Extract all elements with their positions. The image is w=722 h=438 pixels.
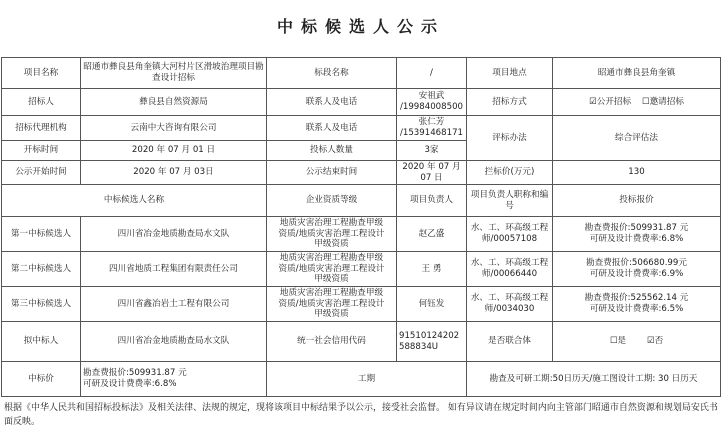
eval-method: 综合评估法 [553,116,721,161]
consortium-options [553,322,721,362]
period-label: 工期 [267,362,467,397]
pub-start: 2020 年 07 月 03日 [81,161,267,185]
win-price-label: 中标价 [2,362,81,397]
location-label: 项目地点 [467,58,553,89]
qualification-line: 甲级资质 [314,309,349,320]
location: 昭通市彝良县角奎镇 [553,58,721,89]
header-qualification: 企业资质等级 [267,185,397,217]
candidate-manager: 何钰发 [397,287,467,322]
candidate-manager: 王 勇 [397,252,467,287]
candidate-qualification [267,252,397,287]
table-row [2,89,721,116]
qualification-line: 地质灾害治理工程勘查甲级 [279,252,384,263]
tenderer-contact-name: 安祖武 [418,91,445,102]
method-label: 招标方式 [467,89,553,116]
credit-code: 91510124202588834U [397,322,467,362]
title-line: 水、工、环高级工程 [470,293,549,304]
eval-label: 评标办法 [467,116,553,161]
table-row [2,58,721,89]
control-price-label: 拦标价(万元) [467,161,553,185]
project-name: 昭通市彝良县角奎镇大河村片区滑坡治理项目勘查设计招标 [81,58,267,89]
candidate-manager-title [467,217,553,252]
candidate-manager-title [467,252,553,287]
footnote: 根据《中华人民共和国招标投标法》及相关法律、法规的规定，现将该项目中标结果予以公示，接受社会监督。 如有异议请在规定时间内向主管部门昭通市自然资源和规划局安氏书面反映。 [4,403,718,427]
method-invite-checkbox: ☐邀请招标 [641,96,684,107]
method-options [553,89,721,116]
agency-label: 招标代理机构 [2,116,81,141]
table-row [2,161,721,185]
tenderer-contact [397,89,467,116]
notice-table [1,57,721,397]
win-design-fee-rate: 可研及设计费费率:6.8% [83,379,177,389]
section-name: / [397,58,467,89]
agency-contact-phone: /15391468171 [399,128,464,138]
open-time: 2020 年 07 月 01 日 [81,141,267,161]
header-candidate-name: 中标候选人名称 [2,185,267,217]
bidders-label: 投标人数量 [267,141,397,161]
header-manager: 项目负责人 [397,185,467,217]
project-name-label: 项目名称 [2,58,81,89]
agency-contact-label: 联系人及电话 [267,116,397,141]
winner-name: 四川省冶金地质勘查局水文队 [81,322,267,362]
qualification-line: 资质/地质灾害治理工程设计 [278,263,385,274]
consortium-no-checkbox: ☑否 [646,336,664,347]
pub-start-label: 公示开始时间 [2,161,81,185]
qualification-line: 地质灾害治理工程勘查甲级 [279,287,384,298]
title-line: 水、工、环高级工程 [470,258,549,269]
title-number: 师/0034030 [484,304,535,314]
win-survey-fee: 勘查费报价:509931.87 元 [83,368,187,379]
agency: 云南中大咨询有限公司 [81,116,267,141]
method-open-checkbox: ☑公开招标 [589,96,632,107]
table-header-row [2,185,721,217]
pub-end: 2020 年 07 月 07 日 [397,161,467,185]
candidate-rank: 第三中标候选人 [2,287,81,322]
qualification-line: 资质/地质灾害治理工程设计 [278,298,385,309]
section-name-label: 标段名称 [267,58,397,89]
table-row [2,116,721,141]
win-price [81,362,267,397]
design-fee-rate: 可研及设计费费率:6.5% [589,304,684,314]
tenderer-label: 招标人 [2,89,81,116]
agency-contact-name: 张仁芳 [418,117,445,128]
candidate-manager: 赵乙盛 [397,217,467,252]
qualification-line: 甲级资质 [314,239,349,250]
consortium-label: 是否联合体 [467,322,553,362]
candidate-row [2,252,721,287]
qualification-line: 资质/地质灾害治理工程设计 [278,228,385,239]
qualification-line: 地质灾害治理工程勘查甲级 [279,217,384,228]
design-fee-rate: 可研及设计费费率:6.8% [589,234,684,244]
bidders-count: 3家 [397,141,467,161]
candidate-qualification [267,287,397,322]
survey-fee: 勘查费报价:525562.14 元 [584,293,689,304]
page-title: 中标候选人公示 [276,17,445,36]
header-manager-title: 项目负责人职称和编号 [467,185,553,217]
candidate-rank: 第一中标候选人 [2,217,81,252]
consortium-yes-checkbox: ☐是 [609,336,627,347]
candidate-rank: 第二中标候选人 [2,252,81,287]
candidate-name: 四川省冶金地质勘查局水文队 [81,217,267,252]
candidate-bid-price [553,287,721,322]
candidate-bid-price [553,252,721,287]
header-bid-price: 投标报价 [553,185,721,217]
tenderer: 彝良县自然资源局 [81,89,267,116]
price-row [2,362,721,397]
winner-label: 拟中标人 [2,322,81,362]
pub-end-label: 公示结束时间 [267,161,397,185]
open-time-label: 开标时间 [2,141,81,161]
control-price: 130 [553,161,721,185]
qualification-line: 甲级资质 [314,274,349,285]
candidate-qualification [267,217,397,252]
candidate-name: 四川省地质工程集团有限责任公司 [81,252,267,287]
candidate-name: 四川省鑫冶岩土工程有限公司 [81,287,267,322]
tenderer-contact-phone: /19984008500 [399,102,464,112]
candidate-row [2,287,721,322]
period: 勘查及可研工期:50日历天/施工图设计工期: 30 日历天 [467,362,721,397]
credit-code-label: 统一社会信用代码 [267,322,397,362]
title-line: 水、工、环高级工程 [470,223,549,234]
candidate-row [2,217,721,252]
winner-row [2,322,721,362]
tenderer-contact-label: 联系人及电话 [267,89,397,116]
survey-fee: 勘查费报价:506680.99元 [586,258,687,269]
survey-fee: 勘查费报价:509931.87 元 [584,223,689,234]
candidate-bid-price [553,217,721,252]
design-fee-rate: 可研及设计费费率:6.9% [589,269,684,279]
title-number: 师/00057108 [481,234,538,244]
candidate-manager-title [467,287,553,322]
agency-contact [397,116,467,141]
title-number: 师/00066440 [481,269,538,279]
